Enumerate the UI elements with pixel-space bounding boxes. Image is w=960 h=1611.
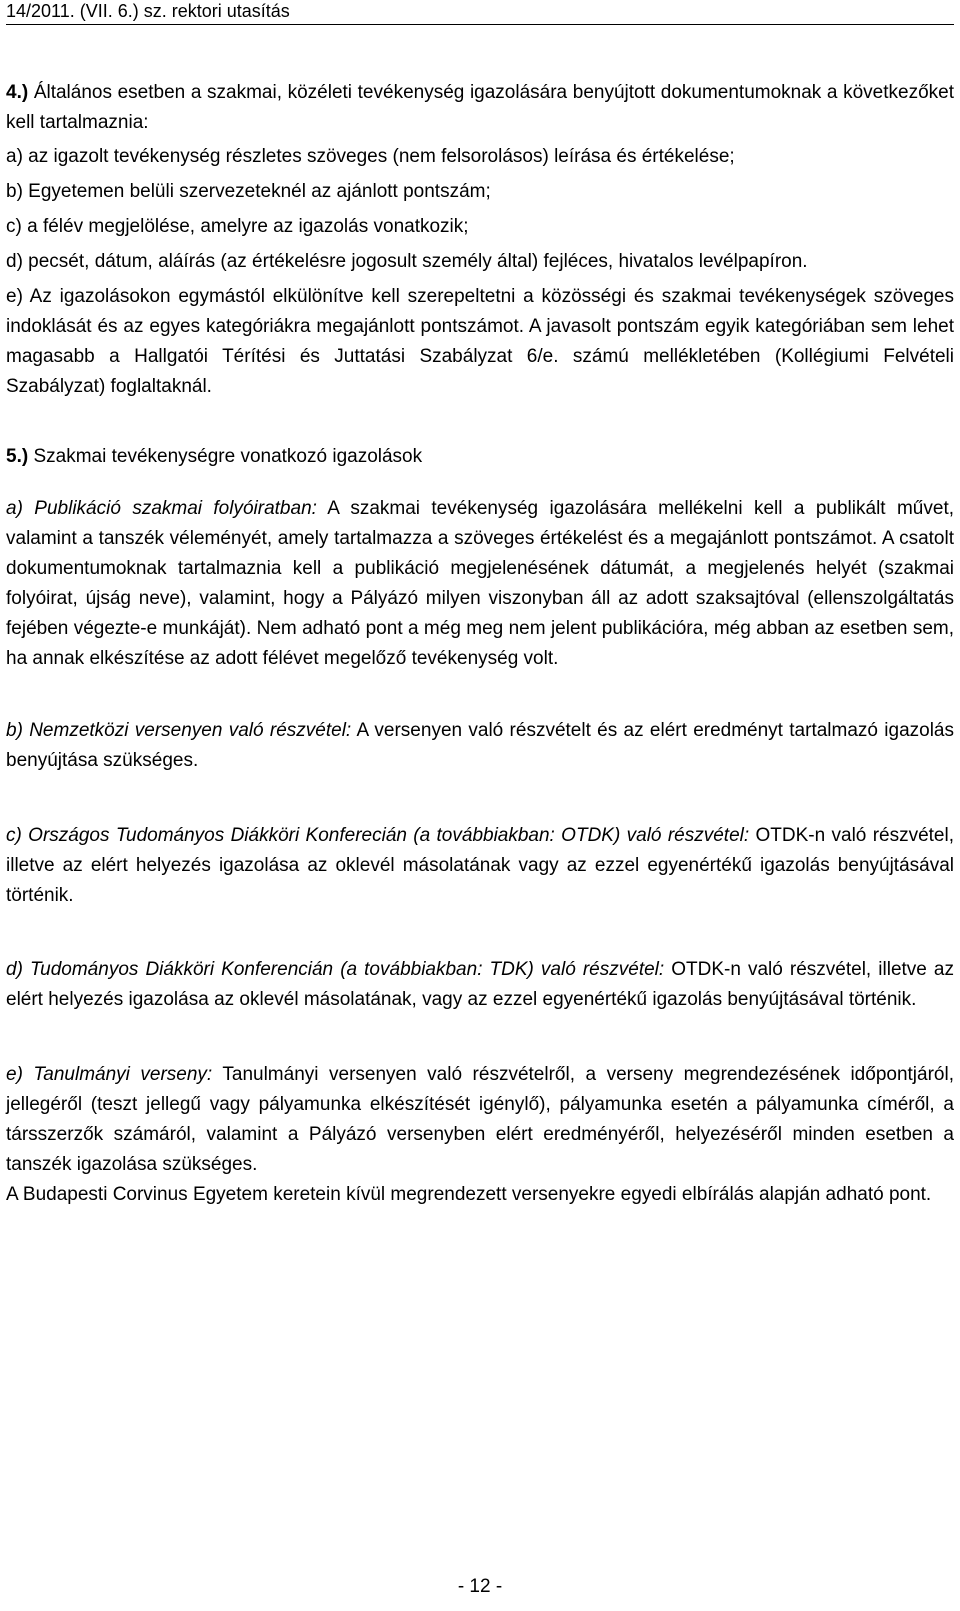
paragraph-tanulmanyi-verseny: [6, 1060, 954, 1180]
section-4-item-e: e) Az igazolásokon egymástól elkülönítve kell szerepeltetni a közösségi és szakmai tevékenységek szöveges indoklását és az egyes kategóriákra megajánlott pontszámot. A javasolt pontszám egyik kategóriában sem lehet magasabb a Hallgatói Térítési és Juttatási Szabályzat 6/e. számú mellékletében (Kollégiumi Felvételi Szabályzat) foglaltaknál.: [6, 286, 954, 397]
paragraph-heading: d) Tudományos Diákköri Konferencián (a továbbiakban: TDK) való részvétel:: [6, 959, 665, 980]
section-5: [6, 442, 954, 1210]
paragraph-text: OTDK-n való részvétel, illetve az elért helyezés igazolása az oklevél másolatának, vagy az ezzel egyenértékű igazolás benyújtásával történik.: [6, 959, 954, 1010]
paragraph-otdk: [6, 821, 954, 911]
section-4: [6, 78, 954, 402]
paragraph-text: Tanulmányi versenyen való részvételről, a verseny megrendezésének időpontjáról, jellegéről (teszt jellegű vagy pályamunka elkészítését igénylő), pályamunka esetén a pályamunka címéről, a társszerzők számáról, valamint a Pályázó versenyben elért eredményéről, helyezéséről minden esetben a tanszék igazolása szükséges.: [6, 1064, 954, 1175]
page-number: - 12 -: [457, 1576, 503, 1597]
paragraph-heading: b) Nemzetközi versenyen való részvétel:: [6, 720, 352, 741]
section-4-intro-text: Általános esetben a szakmai, közéleti tevékenység igazolására benyújtott dokumentumoknak a következőket kell tartalmaznia:: [6, 82, 954, 133]
section-5-title-text: Szakmai tevékenységre vonatkozó igazolások: [33, 446, 423, 467]
paragraph-nemzetkozi-verseny: [6, 716, 954, 776]
section-4-item-c: c) a félév megjelölése, amelyre az igazolás vonatkozik;: [6, 216, 469, 237]
paragraph-heading: c) Országos Tudományos Diákköri Konferecián (a továbbiakban: OTDK) való részvétel:: [6, 825, 750, 846]
document-header: 14/2011. (VII. 6.) sz. rektori utasítás: [6, 1, 290, 21]
section-4-item-b: b) Egyetemen belüli szervezeteknél az ajánlott pontszám;: [6, 181, 491, 202]
section-4-item-a: a) az igazolt tevékenység részletes szöveges (nem felsorolásos) leírása és értékelése;: [6, 146, 735, 167]
paragraph-heading: e) Tanulmányi verseny:: [6, 1064, 213, 1085]
header-rule: [6, 24, 954, 25]
paragraph-text: A szakmai tevékenység igazolására mellékelni kell a publikált művet, valamint a tanszék véleményét, amely tartalmazza a szöveges értékelést és a megajánlott pontszámot. A csatolt dokumentumoknak tartalmaznia kell a publikáció megjelenésének dátumát, a megjelenés helyét (szakmai folyóirat, újság neve), valamint, hogy a Pályázó milyen viszonyban áll az adott szaksajtóval (ellenszolgáltatás fejében végezte-e munkáját). Nem adható pont a még meg nem jelent publikációra, még abban az esetben sem, ha annak elkészítése az adott félévet megelőző tevékenység volt.: [6, 498, 954, 669]
section-5-number: 5.): [6, 446, 29, 467]
paragraph-heading: a) Publikáció szakmai folyóiratban:: [6, 498, 317, 519]
paragraph-publikacio: [6, 494, 954, 674]
section-5-title: [6, 442, 954, 472]
document-body: [6, 78, 954, 1210]
section-4-number: 4.): [6, 82, 29, 103]
paragraph-text: A versenyen való részvételt és az elért eredményt tartalmazó igazolás benyújtása szükséges.: [6, 720, 954, 771]
section-4-intro: [6, 78, 954, 138]
closing-paragraph: A Budapesti Corvinus Egyetem keretein kívül megrendezett versenyekre egyedi elbírálás alapján adható pont.: [6, 1184, 932, 1205]
paragraph-tdk: [6, 955, 954, 1015]
section-4-item-d: d) pecsét, dátum, aláírás (az értékelésre jogosult személy által) fejléces, hivatalos levélpapíron.: [6, 251, 808, 272]
paragraph-text: OTDK-n való részvétel, illetve az elért helyezés igazolása az oklevél másolatának vagy az ezzel egyenértékű igazolás benyújtásával történik.: [6, 825, 954, 906]
